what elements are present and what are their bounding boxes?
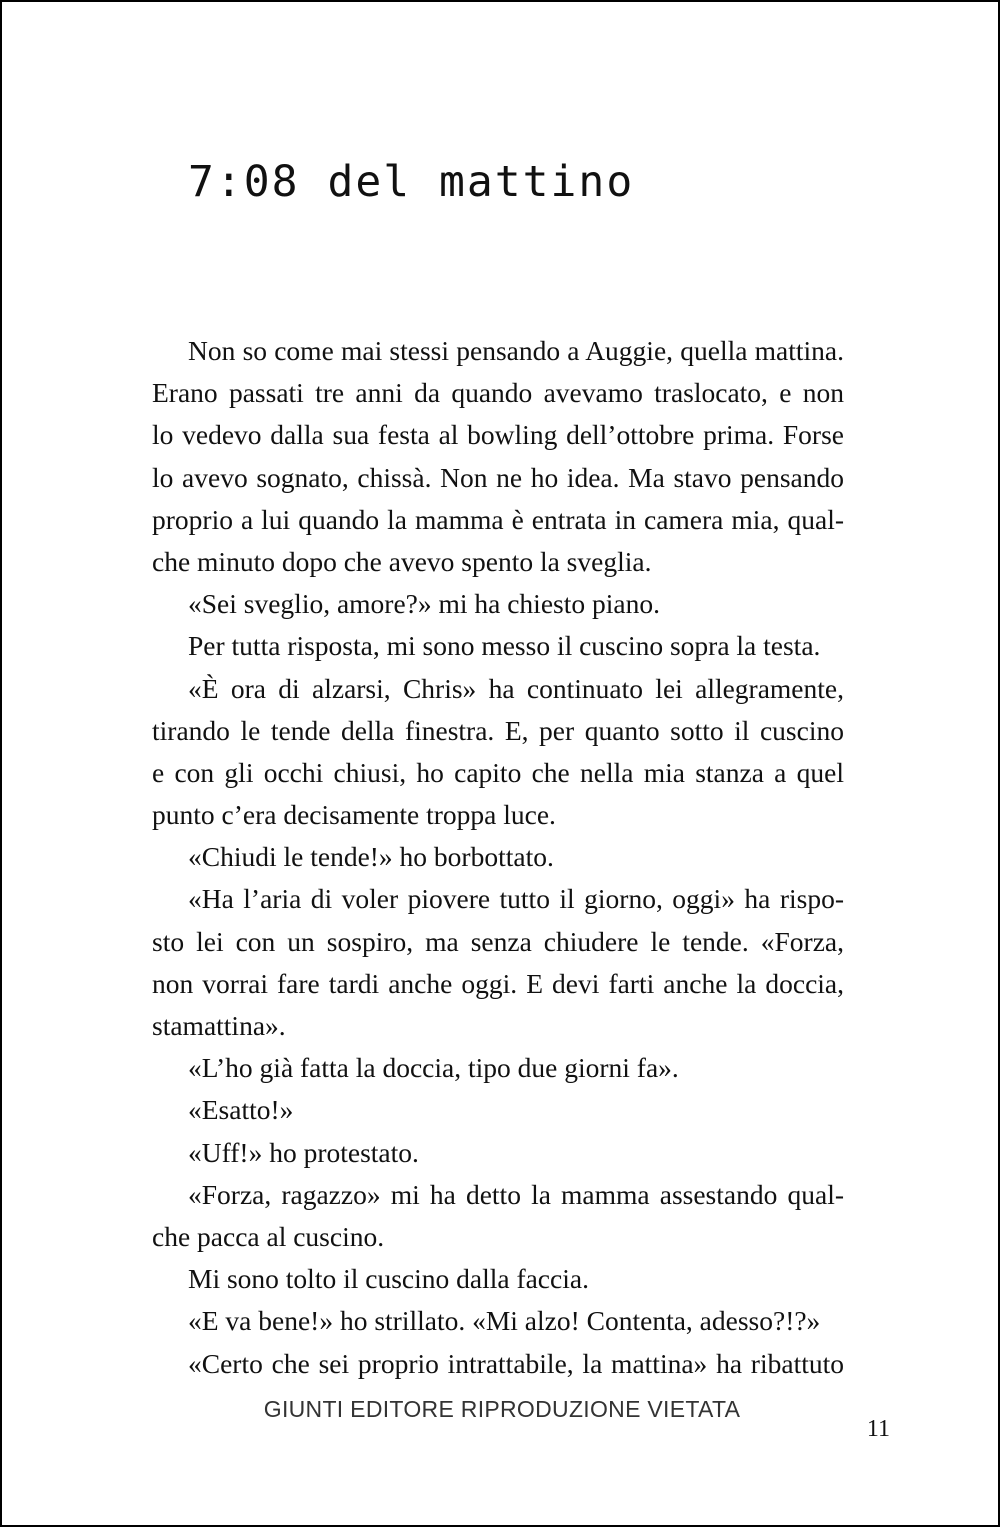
text-line: «Certo che sei proprio intrattabile, la mattina» ha ribattuto <box>188 1347 844 1379</box>
text-line: «E va bene!» ho strillato. «Mi alzo! Contenta, adesso?!?» <box>188 1305 821 1337</box>
text-line: «Sei sveglio, amore?» mi ha chiesto piano. <box>188 588 660 620</box>
page-number: 11 <box>866 1416 890 1442</box>
text-line: Erano passati tre anni da quando avevamo traslocato, e non <box>152 377 844 409</box>
text-line: «Ha l’aria di voler piovere tutto il giorno, oggi» ha rispo- <box>188 883 844 915</box>
text-line: «Uff!» ho protestato. <box>188 1136 419 1168</box>
text-line: tirando le tende della finestra. E, per quanto sotto il cuscino <box>152 714 844 746</box>
text-line: Mi sono tolto il cuscino dalla faccia. <box>188 1263 589 1295</box>
text-line: Per tutta risposta, mi sono messo il cuscino sopra la testa. <box>188 630 821 662</box>
text-line: «Forza, ragazzo» mi ha detto la mamma assestando qual- <box>188 1178 844 1210</box>
text-line: sto lei con un sospiro, ma senza chiudere le tende. «Forza, <box>152 925 844 957</box>
text-line: che pacca al cuscino. <box>152 1220 385 1252</box>
text-line: «L’ho già fatta la doccia, tipo due giorni fa». <box>188 1052 679 1084</box>
text-line: lo vedevo dalla sua festa al bowling dell’ottobre prima. Forse <box>152 419 844 451</box>
text-line: e con gli occhi chiusi, ho capito che nella mia stanza a quel <box>152 756 844 788</box>
text-line: «Chiudi le tende!» ho borbottato. <box>188 841 554 873</box>
text-line: «Esatto!» <box>188 1094 294 1126</box>
chapter-title: 7:08 del mattino <box>188 157 635 207</box>
copyright-notice: GIUNTI EDITORE RIPRODUZIONE VIETATA <box>263 1396 741 1422</box>
text-line: «È ora di alzarsi, Chris» ha continuato lei allegramente, <box>188 672 844 704</box>
text-line: non vorrai fare tardi anche oggi. E devi farti anche la doccia, <box>152 967 844 999</box>
body-text <box>152 330 844 1385</box>
text-line: lo avevo sognato, chissà. Non ne ho idea. Ma stavo pensando <box>152 461 844 493</box>
text-line: stamattina». <box>152 1010 286 1041</box>
text-line: proprio a lui quando la mamma è entrata in camera mia, qual- <box>152 503 844 535</box>
text-line: punto c’era decisamente troppa luce. <box>152 799 556 831</box>
text-line: che minuto dopo che avevo spento la sveglia. <box>152 545 652 577</box>
text-line: Non so come mai stessi pensando a Auggie, quella mattina. <box>188 335 844 366</box>
